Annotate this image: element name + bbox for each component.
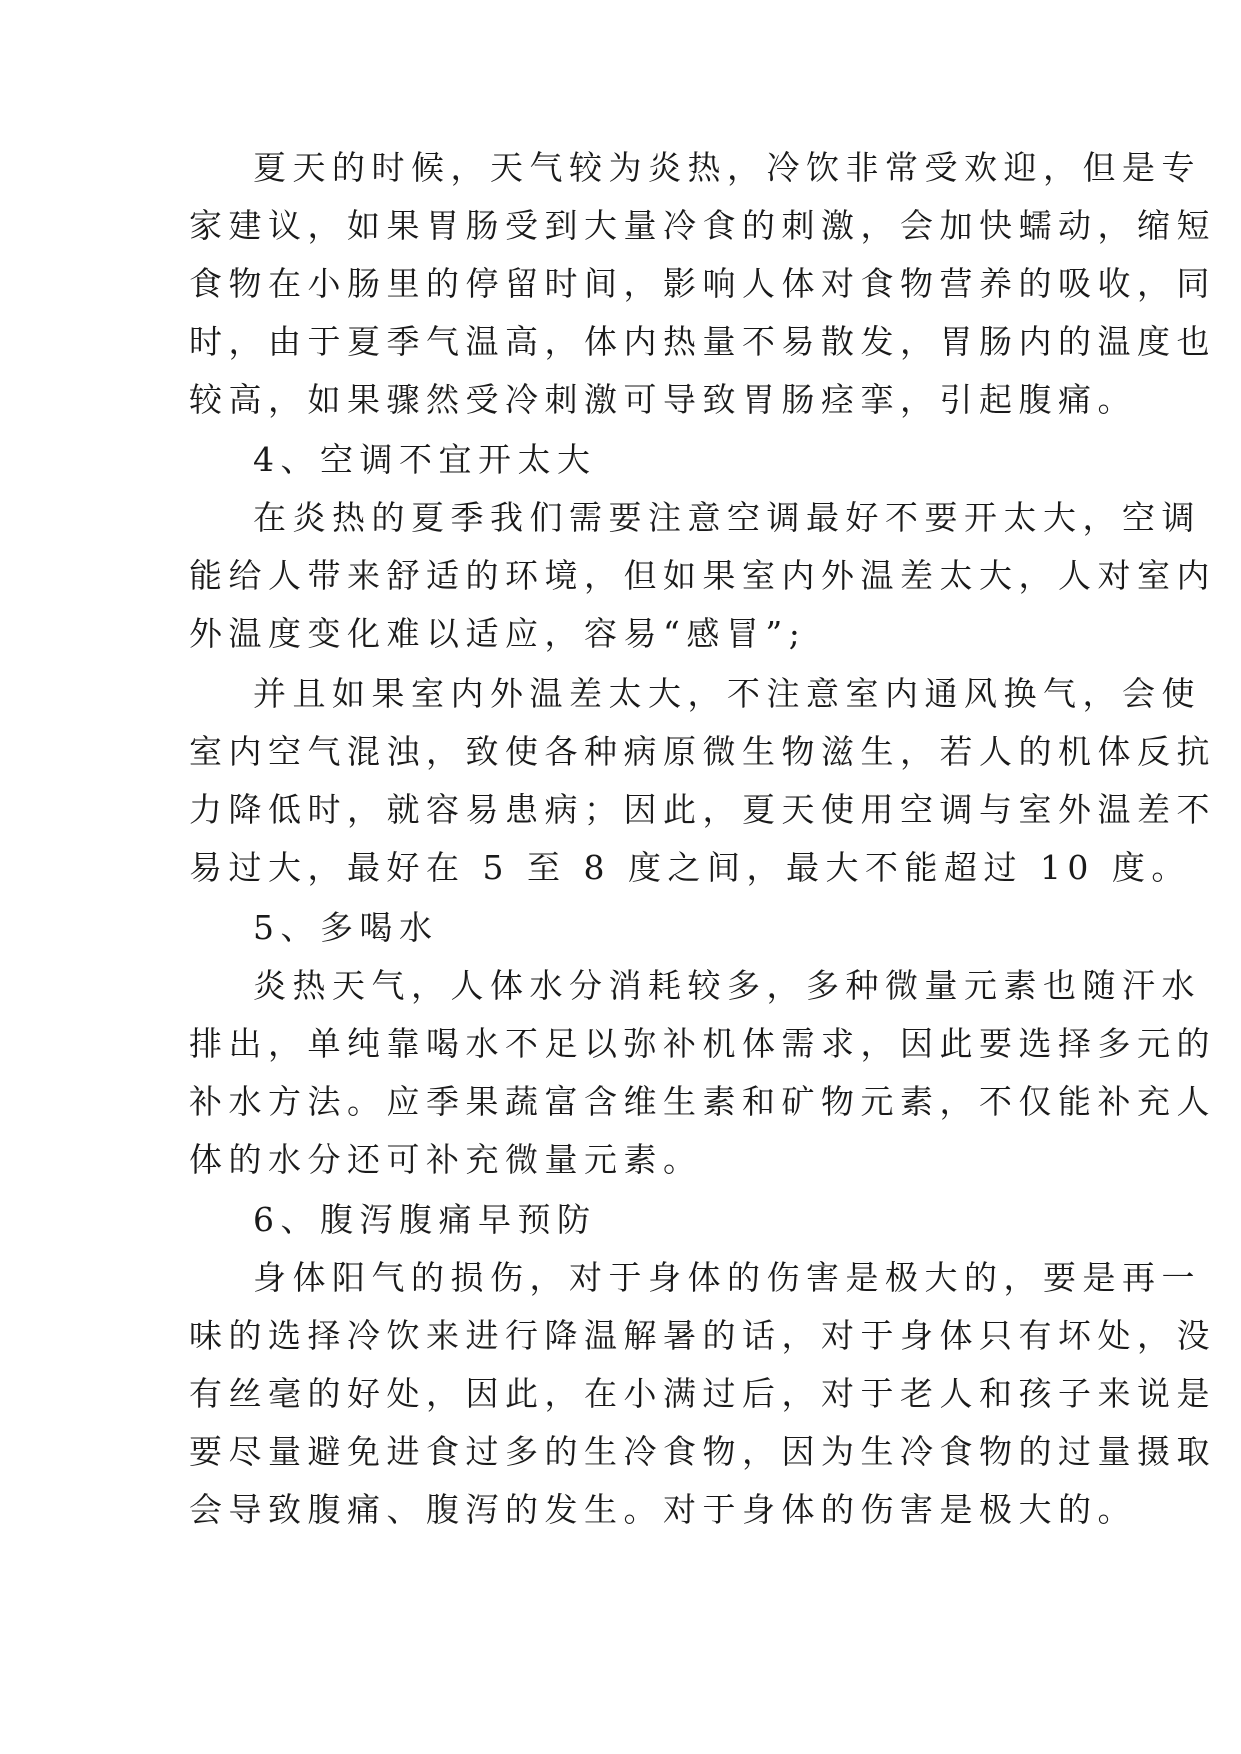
paragraph-line: 并且如果室内外温差太大，不注意室内通风换气，会使 [253,674,1201,713]
paragraph-line: 食物在小肠里的停留时间，影响人体对食物营养的吸收，同 [189,264,1216,303]
paragraph-line: 家建议，如果胃肠受到大量冷食的刺激，会加快蠕动，缩短 [189,206,1216,245]
section-heading: 6、腹泻腹痛早预防 [253,1200,597,1239]
paragraph-line: 时，由于夏季气温高，体内热量不易散发，胃肠内的温度也 [189,322,1216,361]
paragraph-line: 要尽量避免进食过多的生冷食物，因为生冷食物的过量摄取 [189,1432,1216,1471]
paragraph-line: 体的水分还可补充微量元素。 [189,1140,703,1179]
paragraph-line: 外温度变化难以适应，容易“感冒”; [189,614,807,653]
paragraph-line: 身体阳气的损伤，对于身体的伤害是极大的，要是再一 [253,1258,1201,1297]
paragraph-line: 较高，如果骤然受冷刺激可导致胃肠痉挛，引起腹痛。 [189,380,1137,419]
paragraph-line: 力降低时，就容易患病；因此，夏天使用空调与室外温差不 [189,790,1216,829]
section-heading: 4、空调不宜开太大 [253,440,597,479]
section-heading: 5、多喝水 [253,908,439,947]
paragraph-line: 会导致腹痛、腹泻的发生。对于身体的伤害是极大的。 [189,1490,1137,1529]
paragraph-line: 补水方法。应季果蔬富含维生素和矿物元素，不仅能补充人 [189,1082,1216,1121]
paragraph-line: 易过大，最好在 5 至 8 度之间，最大不能超过 10 度。 [189,848,1191,887]
paragraph-line: 能给人带来舒适的环境，但如果室内外温差太大，人对室内 [189,556,1216,595]
paragraph-line: 在炎热的夏季我们需要注意空调最好不要开太大，空调 [253,498,1201,537]
paragraph-line: 味的选择冷饮来进行降温解暑的话，对于身体只有坏处，没 [189,1316,1216,1355]
paragraph-line: 室内空气混浊，致使各种病原微生物滋生，若人的机体反抗 [189,732,1216,771]
paragraph-line: 炎热天气，人体水分消耗较多，多种微量元素也随汗水 [253,966,1201,1005]
paragraph-line: 排出，单纯靠喝水不足以弥补机体需求，因此要选择多元的 [189,1024,1216,1063]
paragraph-line: 夏天的时候，天气较为炎热，冷饮非常受欢迎，但是专 [253,148,1201,187]
paragraph-line: 有丝毫的好处，因此，在小满过后，对于老人和孩子来说是 [189,1374,1216,1413]
